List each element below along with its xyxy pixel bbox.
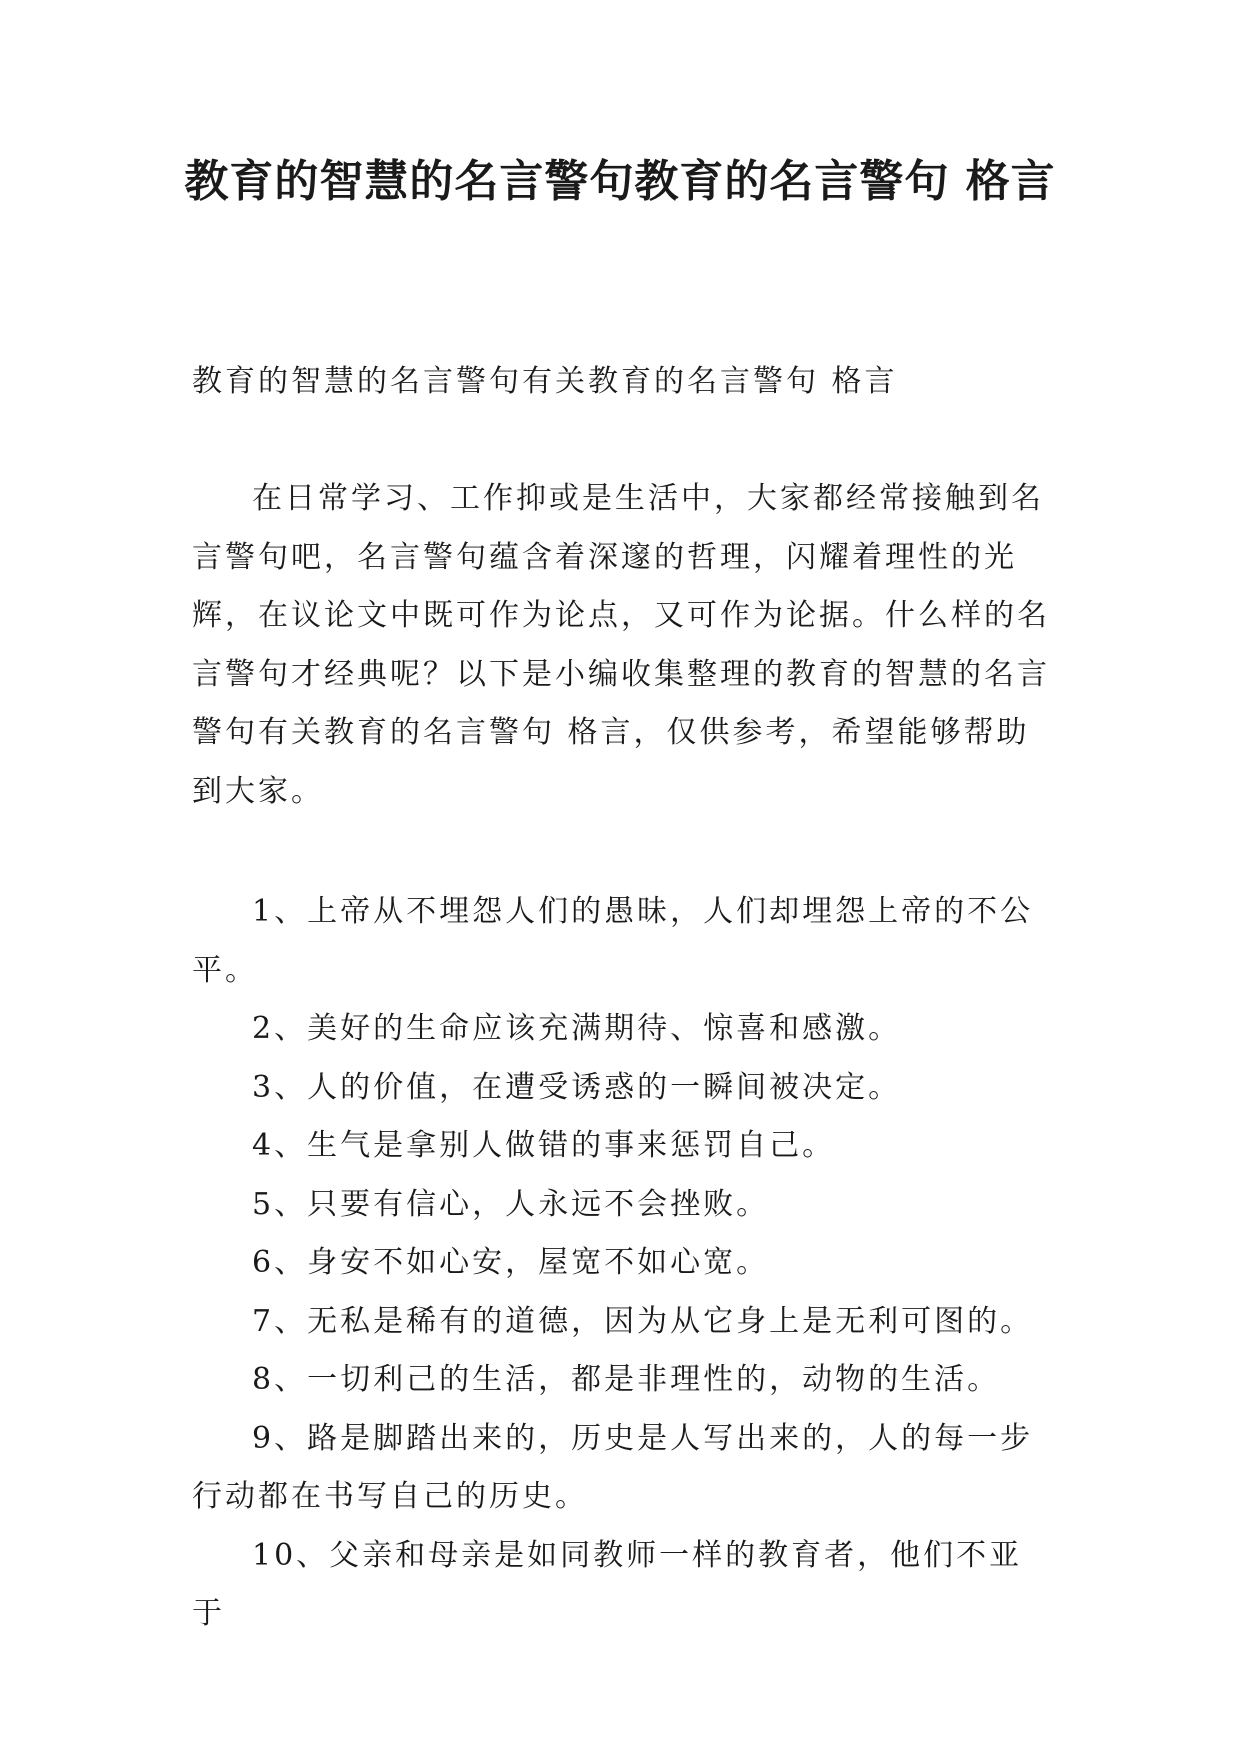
quote-item: 10、父亲和母亲是如同教师一样的教育者，他们不亚于 xyxy=(192,1537,1023,1631)
quote-item: 1、上帝从不埋怨人们的愚昧，人们却埋怨上帝的不公平。 xyxy=(192,894,1034,988)
quote-item: 6、身安不如心安，屋宽不如心宽。 xyxy=(252,1245,770,1280)
quote-item: 4、生气是拿别人做错的事来惩罚自己。 xyxy=(252,1128,836,1163)
quote-item: 5、只要有信心，人永远不会挫败。 xyxy=(252,1186,770,1222)
quote-item: 7、无私是稀有的道德，因为从它身上是无利可图的。 xyxy=(252,1303,1034,1339)
intro-paragraph: 在日常学习、工作抑或是生活中，大家都经常接触到名言警句吧，名言警句蕴含着深邃的哲理，闪耀着理性的光辉，在议论文中既可作为论点，又可作为论据。什么样的名言警句才经典呢？以下是小编收集整理的教育的智慧的名言警句有关教育的名言警句 格言，仅供参考，希望能够帮助到大家。 xyxy=(192,481,1050,809)
document-title: 教育的智慧的名言警句教育的名言警句 格言 xyxy=(184,156,1056,207)
quote-item: 9、路是脚踏出来的，历史是人写出来的，人的每一步行动都在书写自己的历史。 xyxy=(192,1420,1034,1514)
document-body xyxy=(192,470,1052,1644)
document-subtitle: 教育的智慧的名言警句有关教育的名言警句 格言 xyxy=(192,364,898,399)
quote-item: 3、人的价值，在遭受诱惑的一瞬间被决定。 xyxy=(252,1069,902,1105)
quote-item: 2、美好的生命应该充满期待、惊喜和感激。 xyxy=(252,1011,902,1046)
quote-item: 8、一切利己的生活，都是非理性的，动物的生活。 xyxy=(252,1362,1001,1397)
